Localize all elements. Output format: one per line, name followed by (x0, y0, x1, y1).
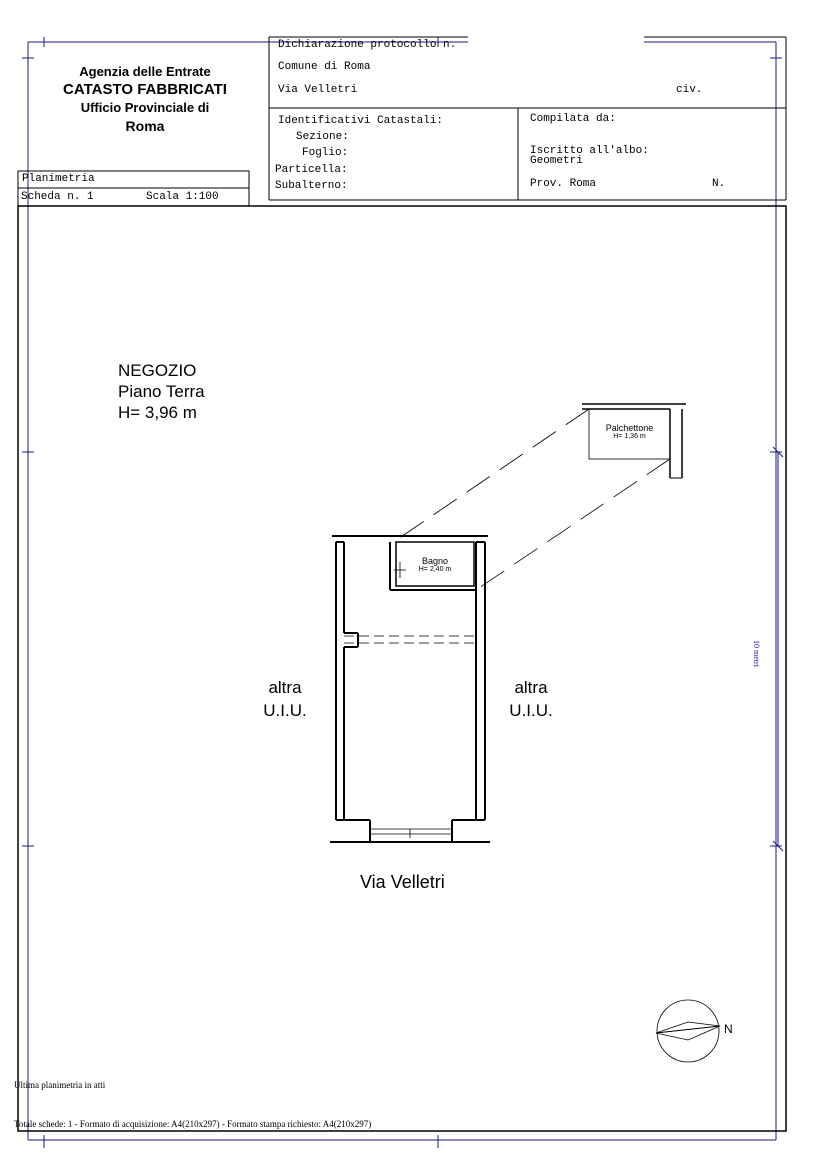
height-label: H= 3,96 m (118, 403, 197, 422)
ufficio-label: Ufficio Provinciale di (80, 100, 210, 115)
right-neighbour-line2: U.I.U. (509, 701, 553, 720)
ultima-planimetria: Ultima planimetria in atti (14, 1080, 106, 1090)
bagno-label (396, 556, 474, 573)
north-label: N (724, 1022, 733, 1036)
floor-label: Piano Terra (118, 382, 205, 401)
planimetria-label: Planimetria (22, 173, 95, 185)
bagno-height: H= 2,40 m (418, 566, 452, 573)
totale-schede: Totale schede: 1 - Formato di acquisizione: A4(210x297) - Formato stampa richiesto: A4(210x297) (14, 1119, 372, 1129)
left-neighbour-line2: U.I.U. (263, 701, 307, 720)
civ-label: civ. (676, 84, 703, 96)
sezione-label: Sezione: (296, 131, 349, 143)
subalterno-label: Subalterno: (275, 180, 348, 192)
scale-bar-label: 10 metri (752, 640, 761, 667)
ufficio-city: Roma (125, 118, 165, 134)
identificativi-label: Identificativi Catastali: (278, 115, 444, 127)
left-neighbour-label (250, 676, 320, 722)
scala-label: Scala 1:100 (146, 191, 219, 203)
particella-label: Particella: (275, 164, 348, 176)
comune-label: Comune di Roma (278, 61, 371, 73)
scheda-label: Scheda n. 1 (21, 191, 94, 203)
right-neighbour-line1: altra (514, 678, 548, 697)
street-label: Via Velletri (360, 872, 445, 892)
bagno-name: Bagno (421, 556, 449, 566)
palchettone-label (589, 423, 670, 440)
dichiarazione-label: Dichiarazione protocollo n. (278, 39, 457, 51)
via-label: Via Velletri (278, 84, 358, 96)
n-label: N. (712, 178, 726, 190)
plan-title (118, 360, 205, 423)
unit-type: NEGOZIO (118, 361, 197, 380)
palchettone-name: Palchettone (605, 423, 654, 433)
foglio-label: Foglio: (302, 147, 349, 159)
catasto-title: CATASTO FABBRICATI (63, 81, 227, 98)
prov-label: Prov. Roma (530, 178, 597, 190)
left-neighbour-line1: altra (268, 678, 302, 697)
agency-name: Agenzia delle Entrate (79, 64, 211, 79)
agency-block (40, 64, 250, 136)
palchettone-height: H= 1,36 m (613, 433, 646, 440)
compilata-label: Compilata da: (530, 113, 616, 125)
geometri-label: Geometri (530, 155, 583, 167)
right-neighbour-label (496, 676, 566, 722)
iscritto-label: Iscritto all'albo: (530, 145, 649, 157)
